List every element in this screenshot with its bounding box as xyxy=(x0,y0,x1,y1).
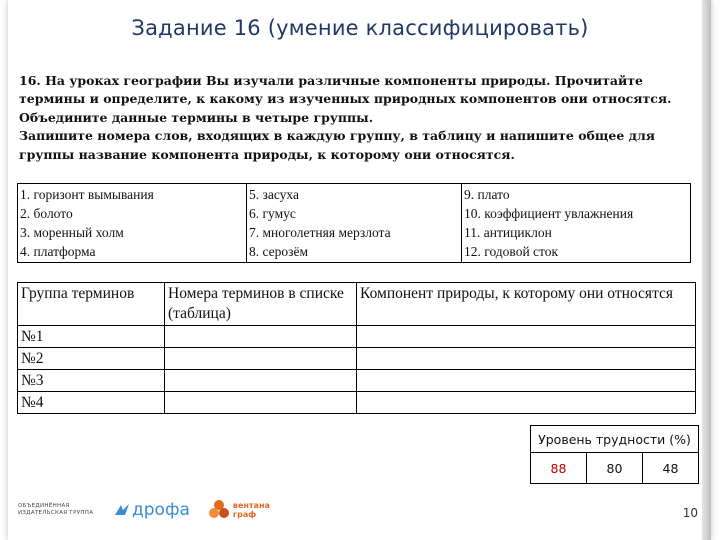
term-item: 1. горизонт вымывания xyxy=(20,187,154,202)
slide-title: Задание 16 (умение классифицировать) xyxy=(131,16,589,40)
term-item: 2. болото xyxy=(20,206,73,221)
group-label: №3 xyxy=(18,370,165,392)
component-cell[interactable] xyxy=(357,348,696,370)
answer-table xyxy=(17,282,696,414)
header-nature-component: Компонент природы, к которому они относятся xyxy=(357,283,696,326)
group-label: №4 xyxy=(18,392,165,414)
term-numbers-cell[interactable] xyxy=(165,370,357,392)
term-item: 7. многолетняя мерзлота xyxy=(249,225,391,240)
page-number: 10 xyxy=(682,506,698,520)
difficulty-value-highlighted: 88 xyxy=(531,453,587,484)
terms-column-3 xyxy=(462,184,691,263)
header-term-numbers: Номера терминов в списке (таблица) xyxy=(165,283,357,326)
drofa-logo xyxy=(114,500,190,520)
term-numbers-cell[interactable] xyxy=(165,392,357,414)
difficulty-table xyxy=(530,425,699,484)
term-numbers-cell[interactable] xyxy=(165,348,357,370)
header-group: Группа терминов xyxy=(18,283,165,326)
ventana-logo-text xyxy=(233,501,270,519)
term-item: 11. антициклон xyxy=(464,225,552,240)
difficulty-value: 80 xyxy=(586,453,642,484)
difficulty-label: Уровень трудности (%) xyxy=(531,426,699,453)
term-item: 9. плато xyxy=(464,187,510,202)
component-cell[interactable] xyxy=(357,326,696,348)
ventana-logo-line: граф xyxy=(232,510,257,519)
drofa-logo-text: дрофа xyxy=(132,500,190,520)
term-item: 6. гумус xyxy=(249,206,296,221)
term-item: 12. годовой сток xyxy=(464,244,559,259)
terms-column-1 xyxy=(18,184,247,263)
term-item: 4. платформа xyxy=(20,244,96,259)
term-item: 5. засуха xyxy=(249,187,299,202)
term-item: 8. серозём xyxy=(249,244,309,259)
component-cell[interactable] xyxy=(357,392,696,414)
group-label: №1 xyxy=(18,326,165,348)
ventana-flower-icon xyxy=(208,499,230,521)
terms-table xyxy=(17,183,691,263)
term-numbers-cell[interactable] xyxy=(165,326,357,348)
terms-column-2 xyxy=(247,184,462,263)
ventana-logo-line: вентана xyxy=(232,501,270,510)
ventana-graf-logo xyxy=(208,499,270,521)
slide-edge-shadow xyxy=(702,0,711,540)
publishing-group-line: ОБЪЕДИНЁННАЯ xyxy=(18,503,70,509)
task-line: группы название компонента природы, к которому они относятся. xyxy=(19,146,515,162)
difficulty-value: 48 xyxy=(642,453,698,484)
task-line: 16. На уроках географии Вы изучали различные компоненты природы. Прочитайте xyxy=(19,73,643,88)
task-text xyxy=(19,72,699,164)
task-line: термины и определите, к какому из изученных природных компонентов они относятся. xyxy=(19,91,672,107)
publisher-logos xyxy=(18,495,298,525)
publishing-group-line: ИЗДАТЕЛЬСКАЯ ГРУППА xyxy=(18,510,94,516)
component-cell[interactable] xyxy=(357,370,696,392)
drofa-bird-icon xyxy=(114,503,130,517)
group-label: №2 xyxy=(18,348,165,370)
term-item: 10. коэффициент увлажнения xyxy=(464,206,634,221)
publishing-group-logo xyxy=(18,503,106,517)
task-line: Объедините данные термины в четыре группы. xyxy=(19,109,374,125)
term-item: 3. моренный холм xyxy=(20,225,124,240)
task-line: Запишите номера слов, входящих в каждую группу, в таблицу и напишите общее для xyxy=(19,128,656,144)
